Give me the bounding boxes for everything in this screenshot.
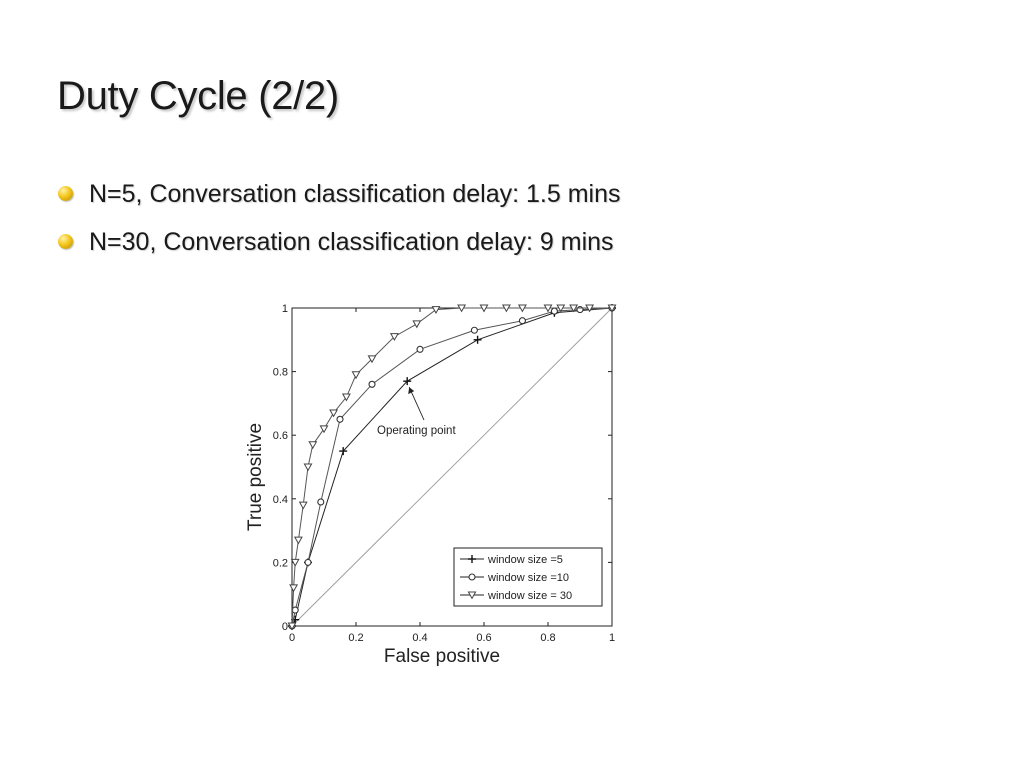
data-point-triangle [413, 321, 420, 327]
data-point-triangle [330, 410, 337, 416]
y-axis-label: True positive [245, 422, 266, 532]
y-tick-label: 1 [281, 303, 288, 315]
bullet-text: N=30, Conversation classification delay: 9 mins [89, 228, 614, 256]
legend-entry: window size =5 [488, 554, 563, 566]
slide-title: Duty Cycle (2/2) [57, 74, 339, 118]
data-point-circle [417, 346, 423, 352]
data-point-circle [318, 499, 324, 505]
data-point-circle [369, 381, 375, 387]
y-tick-label: 0.2 [272, 557, 288, 570]
plot-area [245, 303, 616, 667]
bullet-dot-icon [58, 186, 73, 201]
y-tick-label: 0 [281, 621, 288, 633]
x-axis-label: False positive [383, 646, 501, 667]
bullet-item [57, 224, 621, 272]
bullet-text: N=5, Conversation classification delay: 1.5 mins [89, 180, 621, 208]
annotation-label: Operating point [377, 425, 456, 437]
data-point-circle [469, 574, 475, 580]
data-point-circle [337, 416, 343, 422]
data-point-triangle [295, 537, 302, 543]
x-tick-label: 0.2 [348, 632, 364, 644]
data-point-triangle [309, 442, 316, 448]
legend-entry: window size = 30 [488, 590, 573, 602]
data-point-triangle [300, 502, 307, 508]
bullet-list [57, 176, 621, 272]
x-tick-label: 1 [608, 632, 616, 644]
x-tick-label: 0.8 [540, 632, 556, 644]
data-point-plus [474, 336, 482, 344]
annotation-arrowhead [408, 387, 414, 394]
roc-chart [236, 292, 626, 677]
data-point-triangle [290, 585, 297, 591]
x-tick-label: 0.6 [476, 632, 492, 644]
y-tick-label: 0.4 [272, 493, 288, 506]
data-point-circle [305, 559, 311, 565]
x-tick-label: 0 [288, 632, 296, 644]
x-tick-label: 0.4 [412, 632, 428, 644]
data-point-circle [519, 318, 525, 324]
data-point-circle [577, 307, 583, 313]
data-point-triangle [320, 426, 327, 432]
data-point-triangle [352, 372, 359, 378]
data-point-triangle [304, 464, 311, 470]
data-point-circle [551, 308, 557, 314]
y-tick-label: 0.8 [272, 366, 288, 379]
legend-entry: window size =10 [488, 572, 570, 584]
data-point-circle [471, 327, 477, 333]
y-tick-label: 0.6 [272, 430, 288, 443]
bullet-item [57, 176, 621, 224]
bullet-dot-icon [58, 234, 73, 249]
